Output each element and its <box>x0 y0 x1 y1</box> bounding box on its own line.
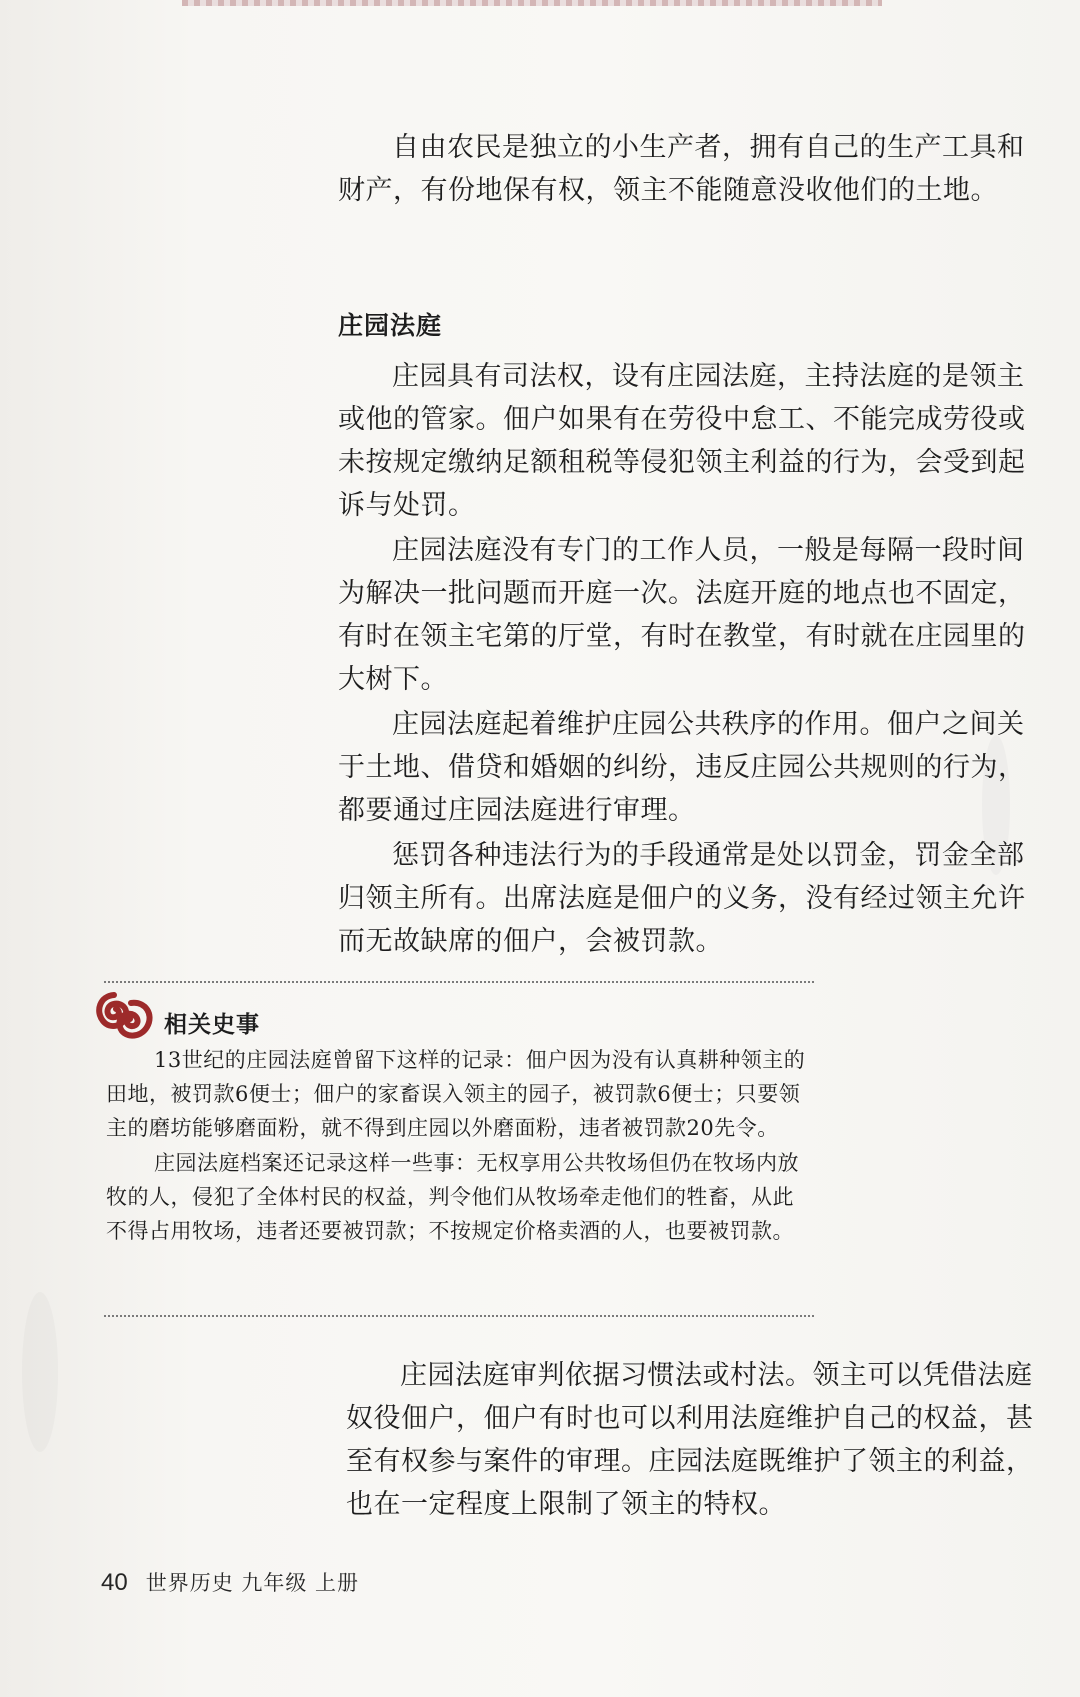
related-history-header <box>92 988 260 1046</box>
closing-paragraph: 庄园法庭审判依据习惯法或村法。领主可以凭借法庭奴役佃户，佃户有时也可以利用法庭维护自己的权益，甚至有权参与案件的审理。庄园法庭既维护了领主的利益，也在一定程度上限制了领主的特权。 <box>346 1360 1034 1520</box>
intro-paragraph: 自由农民是独立的小生产者，拥有自己的生产工具和财产，有份地保有权，领主不能随意没收他们的土地。 <box>338 132 1025 206</box>
related-history-icon <box>92 988 156 1046</box>
related-box-bottom-divider <box>104 1315 814 1317</box>
body-paragraph-1: 庄园具有司法权，设有庄园法庭，主持法庭的是领主或他的管家。佃户如果有在劳役中怠工、不能完成劳役或未按规定缴纳足额租税等侵犯领主利益的行为，会受到起诉与处罚。 <box>338 361 1026 521</box>
related-history-title: 相关史事 <box>164 1011 260 1038</box>
book-title: 世界历史 九年级 上册 <box>145 1571 360 1595</box>
related-paragraph-1: 13世纪的庄园法庭曾留下这样的记录：佃户因为没有认真耕种领主的田地，被罚款6便士；佃户的家畜误入领主的园子，被罚款6便士；只要领主的磨坊能够磨面粉，就不得到庄园以外磨面粉，违者被罚款20先令。 <box>106 1048 806 1140</box>
related-paragraph-2: 庄园法庭档案还记录这样一些事：无权享用公共牧场但仍在牧场内放牧的人，侵犯了全体村民的权益，判令他们从牧场牵走他们的牲畜，从此不得占用牧场，违者还要被罚款；不按规定价格卖酒的人，也要被罚款。 <box>106 1151 799 1243</box>
section-title: 庄园法庭 <box>338 311 443 340</box>
related-history-text <box>106 1043 814 1248</box>
body-paragraph-3: 庄园法庭起着维护庄园公共秩序的作用。佃户之间关于土地、借贷和婚姻的纠纷，违反庄园公共规则的行为，都要通过庄园法庭进行审理。 <box>338 709 1026 826</box>
body-paragraph-4: 惩罚各种违法行为的手段通常是处以罚金，罚金全部归领主所有。出席法庭是佃户的义务，没有经过领主允许而无故缺席的佃户，会被罚款。 <box>338 840 1026 957</box>
page-footer <box>101 1567 359 1597</box>
related-box-top-divider <box>104 981 814 983</box>
closing-text-block <box>346 1354 1046 1526</box>
page-number: 40 <box>101 1569 128 1596</box>
body-paragraph-2: 庄园法庭没有专门的工作人员，一般是每隔一段时间为解决一批问题而开庭一次。法庭开庭的地点也不固定，有时在领主宅第的厅堂，有时在教堂，有时就在庄园里的大树下。 <box>338 535 1026 695</box>
top-decorative-band <box>182 0 882 6</box>
manor-court-text-block <box>338 355 1038 963</box>
scan-shadow-left <box>22 1292 58 1452</box>
intro-text-block <box>338 126 1038 212</box>
related-history-box <box>104 981 814 1317</box>
